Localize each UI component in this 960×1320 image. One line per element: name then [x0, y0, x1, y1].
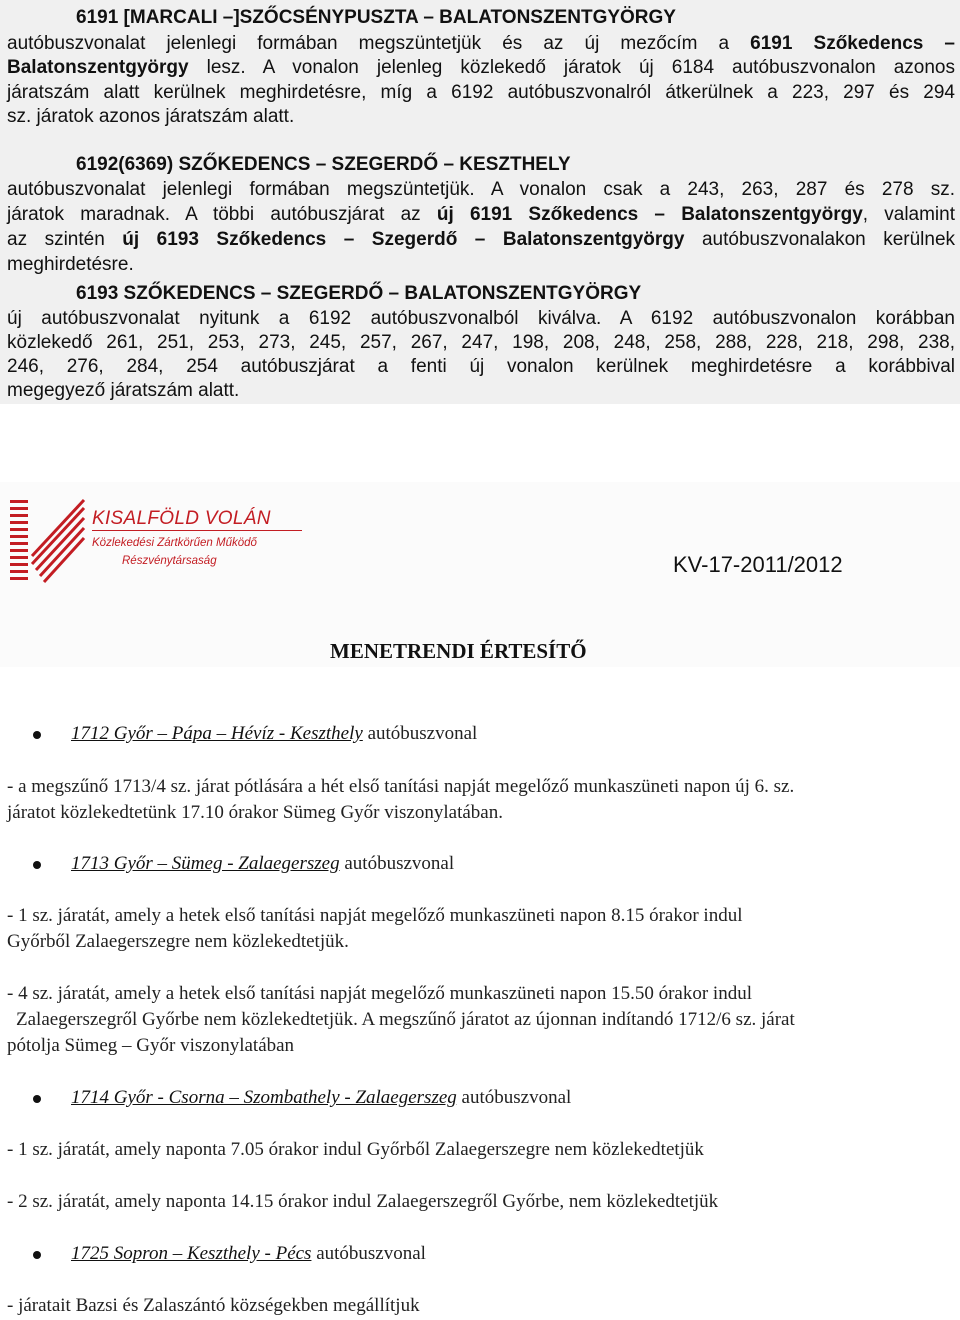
paragraph-line: járatszám alatt kerülnek meghirdetésre, míg a 6192 autóbuszvonalról átkerülnek a 223, 297 és 294 [7, 82, 955, 103]
route-heading: 1713 Győr – Sümeg - Zalaegerszeg autóbuszvonal [71, 853, 455, 874]
paragraph-line: - a megszűnő 1713/4 sz. járat pótlására a hét első tanítási napját megelőző munkaszüneti napon új 6. sz. [7, 776, 795, 797]
route-name: 1714 Győr - Csorna – Szombathely - Zalaegerszeg [71, 1087, 457, 1108]
bullet-icon [33, 1251, 41, 1259]
kisalfold-volan-logo-icon [10, 496, 90, 592]
paragraph-line: - 2 sz. járatát, amely naponta 14.15 órakor indul Zalaegerszegről Győrbe, nem közlekedtetjük [7, 1191, 719, 1212]
paragraph-line: Zalaegerszegről Győrbe nem közlekedtetjük. A megszűnő járatot az újonnan indítandó 1712/6 sz. járat [16, 1009, 795, 1030]
bullet-icon [33, 861, 41, 869]
paragraph-line: - 1 sz. járatát, amely a hetek első tanítási napját megelőző munkaszüneti napon 8.15 órakor indul [7, 905, 743, 926]
bullet-icon [33, 1095, 41, 1103]
letterhead [0, 482, 960, 667]
route-heading: 1712 Győr – Pápa – Hévíz - Keszthely autóbuszvonal [71, 723, 478, 744]
section-title-6191: 6191 [MARCALI –]SZŐCSÉNYPUSZTA – BALATONSZENTGYÖRGY [76, 7, 676, 28]
bullet-icon [33, 731, 41, 739]
section-title-6192: 6192(6369) SZŐKEDENCS – SZEGERDŐ – KESZTHELY [76, 154, 571, 175]
paragraph-line: járatot közlekedtetünk 17.10 órakor Sümeg Győr viszonylatában. [7, 802, 503, 823]
paragraph-line: autóbuszvonalat jelenlegi formában megszüntetjük és az új mezőcím a 6191 Szőkedencs – [7, 33, 955, 54]
scanned-notice [0, 0, 960, 404]
brand-divider [92, 530, 302, 531]
paragraph-line: pótolja Sümeg – Győr viszonylatában [7, 1035, 295, 1056]
paragraph-line: - járatait Bazsi és Zalaszántó községekben megállítjuk [7, 1295, 420, 1316]
paragraph-line: autóbuszvonalat jelenlegi formában megszüntetjük. A vonalon csak a 243, 263, 287 és 278 sz. [7, 179, 955, 200]
brand-subtitle: Részvénytársaság [122, 555, 217, 567]
paragraph-line: meghirdetésre. [7, 254, 134, 275]
paragraph-line: - 4 sz. járatát, amely a hetek első tanítási napját megelőző munkaszüneti napon 15.50 órakor indul [7, 983, 752, 1004]
paragraph-line: megegyező járatszám alatt. [7, 380, 240, 401]
paragraph-line: - 1 sz. járatát, amely naponta 7.05 órakor indul Győrből Zalaegerszegre nem közlekedtetjük [7, 1139, 704, 1160]
brand-subtitle: Közlekedési Zártkörűen Működő [92, 537, 257, 549]
brand-name: KISALFÖLD VOLÁN [92, 508, 271, 529]
paragraph-line: az szintén új 6193 Szőkedencs – Szegerdő – Balatonszentgyörgy autóbuszvonalakon kerülnek [7, 229, 956, 250]
paragraph-line: járatok maradnak. A többi autóbuszjárat az új 6191 Szőkedencs – Balatonszentgyörgy, valamint [7, 204, 956, 225]
paragraph-line: Balatonszentgyörgy lesz. A vonalon jelenleg közlekedő járatok új 6184 autóbuszvonalon azonos [7, 57, 955, 78]
notice-title: MENETRENDI ÉRTESÍTŐ [330, 639, 587, 663]
route-name: 1713 Győr – Sümeg - Zalaegerszeg [71, 853, 340, 874]
route-heading: 1714 Győr - Csorna – Szombathely - Zalaegerszeg autóbuszvonal [71, 1087, 572, 1108]
paragraph-line: sz. járatok azonos járatszám alatt. [7, 106, 295, 127]
paragraph-line: 246, 276, 284, 254 autóbuszjárat a fenti új vonalon kerülnek meghirdetésre a korábbival [7, 356, 955, 377]
paragraph-line: új autóbuszvonalat nyitunk a 6192 autóbuszvonalból kiválva. A 6192 autóbuszvonalon korábban [7, 308, 955, 329]
paragraph-line: Győrből Zalaegerszegre nem közlekedtetjük. [7, 931, 349, 952]
route-heading: 1725 Sopron – Keszthely - Pécs autóbuszvonal [71, 1243, 426, 1264]
route-name: 1725 Sopron – Keszthely - Pécs [71, 1243, 312, 1264]
document-number: KV-17-2011/2012 [673, 552, 843, 577]
paragraph-line: közlekedő 261, 251, 253, 273, 245, 257, 267, 247, 198, 208, 248, 258, 288, 228, 218, 298, 238, [7, 332, 955, 353]
section-title-6193: 6193 SZŐKEDENCS – SZEGERDŐ – BALATONSZENTGYÖRGY [76, 283, 642, 304]
route-name: 1712 Győr – Pápa – Hévíz - Keszthely [71, 723, 363, 744]
